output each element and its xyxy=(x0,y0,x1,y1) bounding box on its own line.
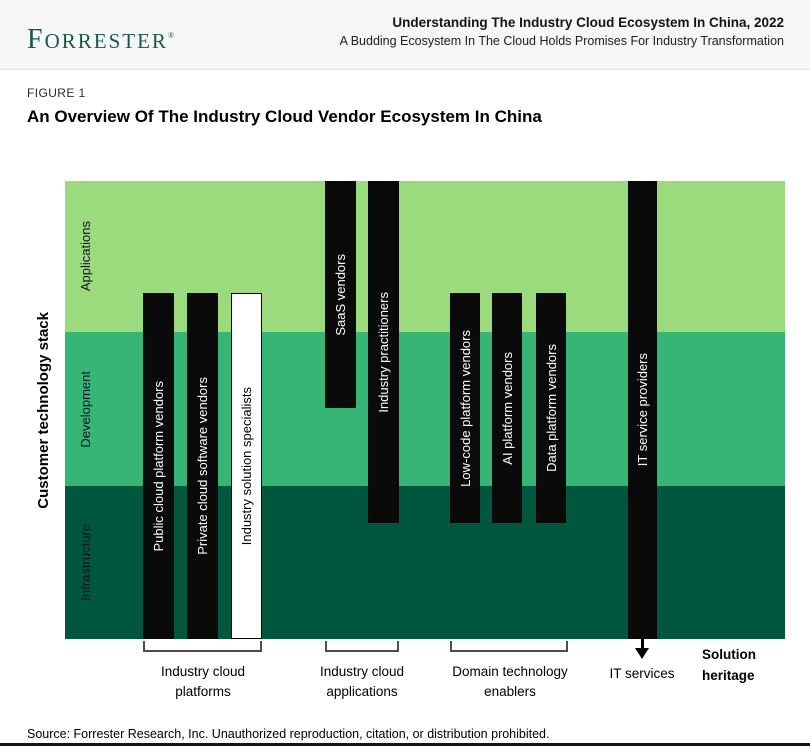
vendor-bar-data-platform xyxy=(536,293,566,523)
figure-label: FIGURE 1 xyxy=(27,86,86,100)
group-label-industry-cloud-platforms: Industry cloud platforms xyxy=(160,664,246,699)
vendor-bar-it-service-providers xyxy=(628,181,657,639)
bracket-industry-cloud-applications xyxy=(325,641,399,652)
vendor-bar-label: Low-code platform vendors xyxy=(457,329,473,487)
down-arrow-icon xyxy=(635,648,649,659)
header-title-block xyxy=(340,15,784,48)
vendor-bar-label: SaaS vendors xyxy=(333,253,348,336)
vendor-bar-low-code-platform xyxy=(450,293,480,523)
vendor-bar-label: Data platform vendors xyxy=(543,344,559,472)
forrester-logo xyxy=(27,24,174,56)
group-label-it-services: IT services xyxy=(609,666,675,681)
y-axis-label-wrap xyxy=(28,181,58,639)
vendor-bar-label: AI platform vendors xyxy=(499,351,515,465)
layer-infrastructure-label: Infrastructure xyxy=(78,524,93,601)
vendor-bar-saas-vendors xyxy=(325,181,356,408)
vendor-bar-industry-solution-specialists xyxy=(231,293,262,639)
logo-text: ORRESTER xyxy=(44,29,168,53)
logo-initial: F xyxy=(27,24,45,55)
bracket-domain-technology-enablers xyxy=(450,641,568,652)
vendor-bar-label: IT service providers xyxy=(635,353,650,467)
group-label-domain-technology-enablers: Domain technology enablers xyxy=(452,664,568,699)
bracket-industry-cloud-platforms xyxy=(143,641,262,652)
report-title: Understanding The Industry Cloud Ecosystem In China, 2022 xyxy=(392,15,784,30)
registered-trademark-icon: ® xyxy=(167,31,175,40)
group-label-industry-cloud-applications: Industry cloud applications xyxy=(319,664,405,699)
vendor-bar-industry-practitioners xyxy=(368,181,399,523)
layer-applications-label: Applications xyxy=(78,221,93,292)
y-axis-label: Customer technology stack xyxy=(34,311,52,509)
layer-development-label: Development xyxy=(78,370,93,448)
vendor-bar-ai-platform xyxy=(492,293,522,523)
source-attribution: Source: Forrester Research, Inc. Unauthorized reproduction, citation, or distribution prohibited. xyxy=(27,727,550,741)
solution-heritage-label: Solution heritage xyxy=(702,647,756,683)
vendor-bar-label: Public cloud platform vendors xyxy=(151,380,166,552)
vendor-bar-public-cloud-platform xyxy=(143,293,174,639)
vendor-bar-private-cloud-software xyxy=(187,293,218,639)
vendor-bar-label: Industry practitioners xyxy=(376,291,391,413)
vendor-bar-label: Private cloud software vendors xyxy=(195,377,210,555)
report-subtitle: A Budding Ecosystem In The Cloud Holds Promises For Industry Transformation xyxy=(339,34,784,48)
report-header xyxy=(0,0,810,70)
figure-title: An Overview Of The Industry Cloud Vendor Ecosystem In China xyxy=(27,107,542,126)
vendor-bar-label: Industry solution specialists xyxy=(239,386,254,546)
